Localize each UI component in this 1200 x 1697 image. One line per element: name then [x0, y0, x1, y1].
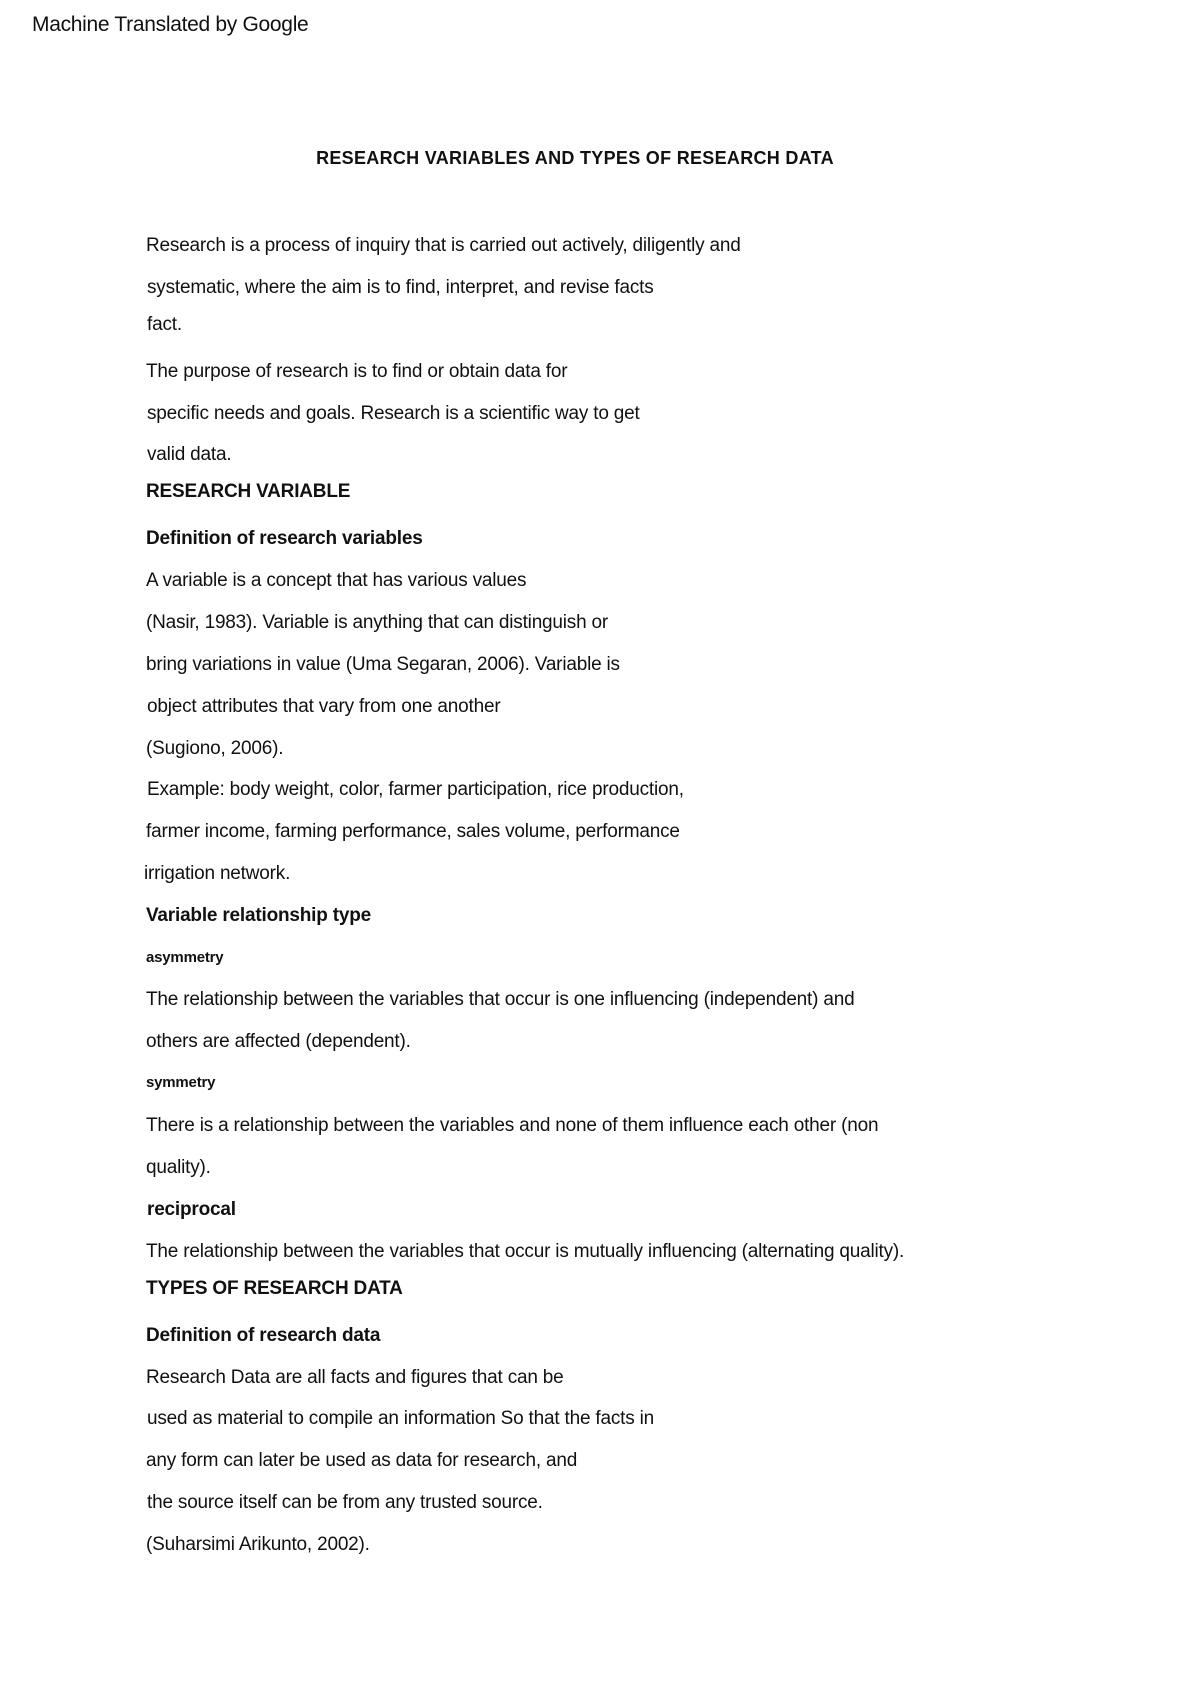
- paragraph-line: There is a relationship between the variables and none of them influence each other (non: [146, 1115, 879, 1136]
- paragraph-line: irrigation network.: [144, 863, 291, 884]
- paragraph-line: The relationship between the variables that occur is one influencing (independent) and: [146, 989, 855, 1010]
- paragraph-line: others are affected (dependent).: [146, 1031, 411, 1052]
- paragraph-line: (Sugiono, 2006).: [146, 738, 284, 759]
- paragraph-line: fact.: [147, 314, 182, 335]
- paragraph-line: Example: body weight, color, farmer participation, rice production,: [147, 779, 684, 800]
- document-title: RESEARCH VARIABLES AND TYPES OF RESEARCH DATA: [316, 148, 834, 168]
- paragraph-line: valid data.: [147, 444, 232, 465]
- paragraph-line: Research Data are all facts and figures that can be: [146, 1367, 564, 1388]
- translation-banner: Machine Translated by Google: [32, 13, 309, 36]
- paragraph-line: (Suharsimi Arikunto, 2002).: [146, 1534, 370, 1555]
- minor-heading: reciprocal: [147, 1199, 236, 1220]
- paragraph-line: The relationship between the variables that occur is mutually influencing (alternating quality).: [146, 1241, 905, 1262]
- paragraph-line: specific needs and goals. Research is a scientific way to get: [147, 403, 640, 424]
- minor-heading: symmetry: [146, 1074, 216, 1091]
- paragraph-line: bring variations in value (Uma Segaran, 2006). Variable is: [146, 654, 620, 675]
- paragraph-line: object attributes that vary from one another: [147, 696, 501, 717]
- paragraph-line: Research is a process of inquiry that is carried out actively, diligently and: [146, 235, 741, 256]
- paragraph-line: (Nasir, 1983). Variable is anything that can distinguish or: [146, 612, 609, 633]
- paragraph-line: used as material to compile an information So that the facts in: [147, 1408, 655, 1429]
- subsection-heading: Definition of research data: [146, 1325, 381, 1346]
- minor-heading: asymmetry: [146, 949, 224, 966]
- paragraph-line: any form can later be used as data for research, and: [146, 1450, 578, 1471]
- paragraph-line: systematic, where the aim is to find, interpret, and revise facts: [147, 277, 654, 298]
- section-heading: RESEARCH VARIABLE: [146, 481, 351, 502]
- paragraph-line: farmer income, farming performance, sales volume, performance: [146, 821, 680, 842]
- subsection-heading: Definition of research variables: [146, 528, 423, 549]
- paragraph-line: the source itself can be from any trusted source.: [147, 1492, 543, 1513]
- paragraph-line: A variable is a concept that has various values: [146, 570, 527, 591]
- paragraph-line: quality).: [146, 1157, 211, 1178]
- paragraph-line: The purpose of research is to find or obtain data for: [146, 361, 568, 382]
- section-heading: TYPES OF RESEARCH DATA: [146, 1278, 403, 1299]
- subsection-heading: Variable relationship type: [146, 905, 371, 926]
